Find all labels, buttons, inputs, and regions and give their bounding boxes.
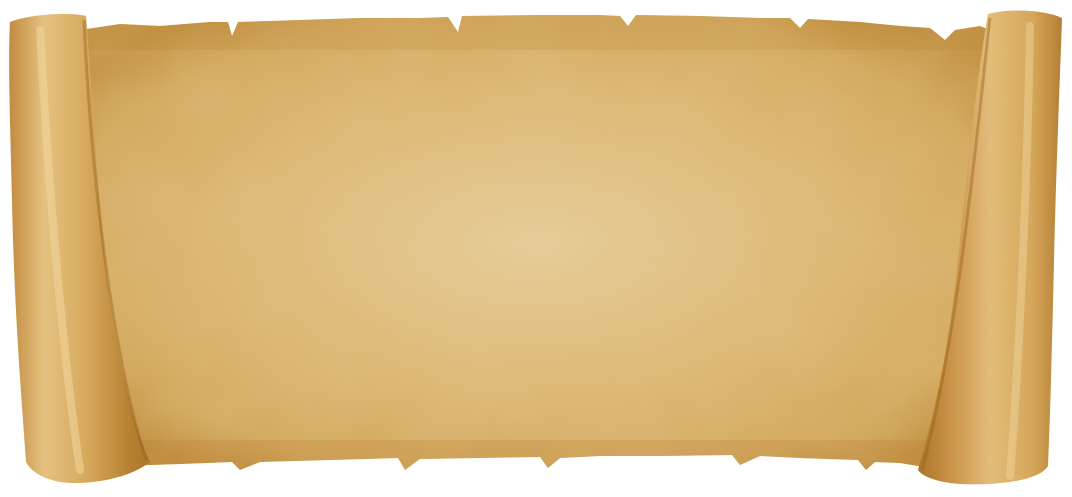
- parchment-sheet: [60, 10, 1010, 480]
